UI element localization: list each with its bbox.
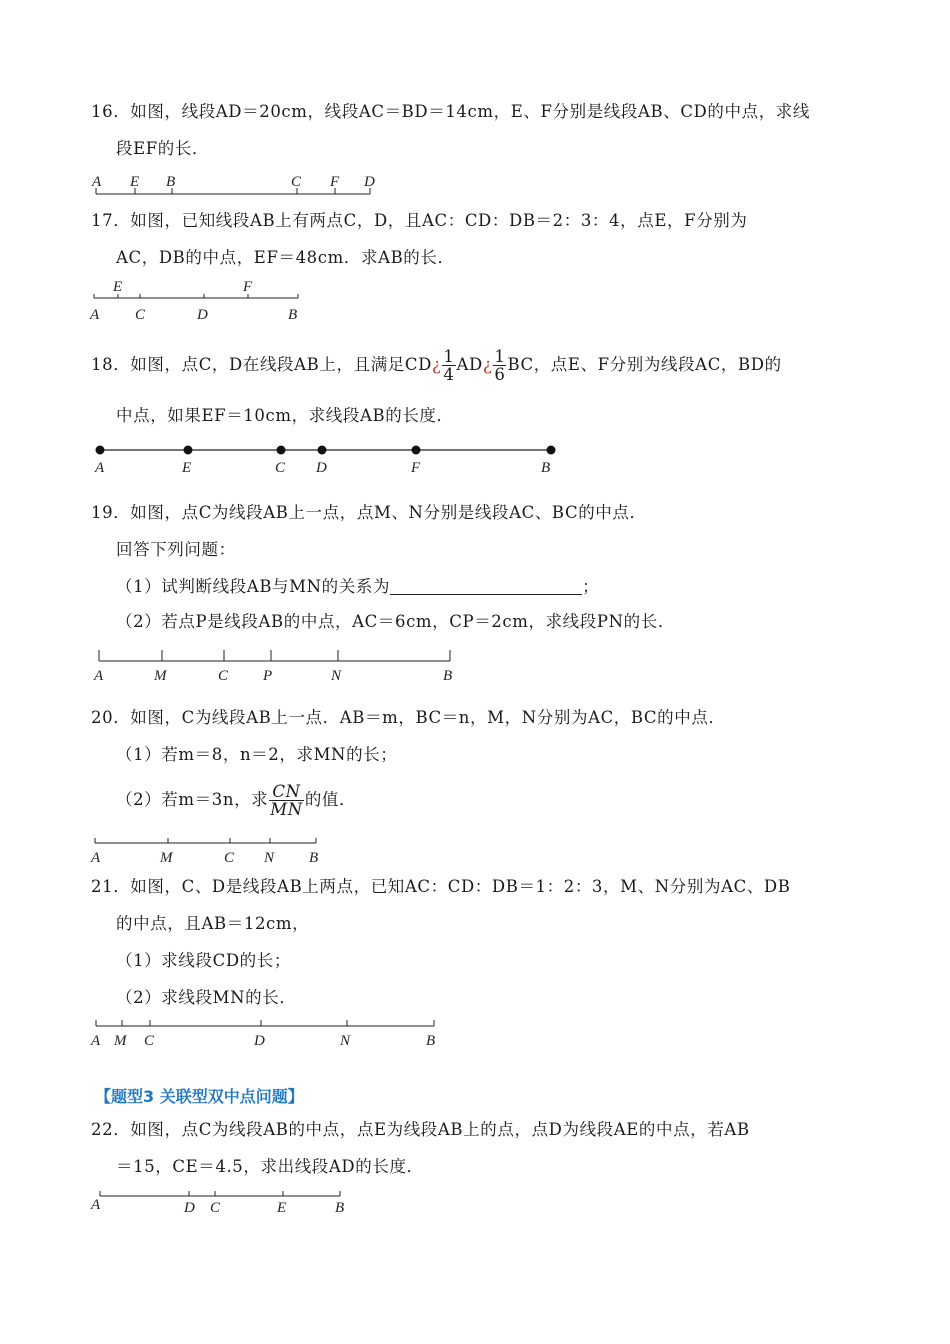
q19-figure (88, 645, 468, 685)
q17-label-f: F (243, 279, 253, 295)
section-heading: 【题型3 关联型双中点问题】 (95, 1087, 304, 1106)
q18-label-f: F (411, 460, 421, 476)
q18-text-c: BC，点E、F分别为线段AC，BD的 (507, 355, 782, 374)
q19-line2: 回答下列问题： (116, 540, 236, 559)
q20-frac-num: CN (269, 783, 304, 801)
q18-label-e: E (182, 460, 192, 476)
q17-figure (88, 278, 308, 324)
q18-glyph1: ¿ (431, 355, 442, 374)
q18-frac2-num: 1 (494, 347, 506, 366)
q22-line1: 22．如图，点C为线段AB的中点，点E为线段AB上的点，点D为线段AE的中点，若AB (91, 1120, 750, 1139)
q22-label-c: C (210, 1200, 221, 1216)
q16-line1: 16．如图，线段AD＝20cm，线段AC＝BD＝14cm，E、F分别是线段AB、CD的中点，求线 (91, 102, 810, 121)
q20-label-m: M (160, 850, 173, 866)
q21-sub2: （2）求线段MN的长． (116, 988, 297, 1007)
q20-sub1: （1）若m＝8，n＝2，求MN的长； (116, 745, 398, 764)
q21-label-d: D (254, 1033, 265, 1049)
q21-label-a: A (91, 1033, 101, 1049)
q18-line1 (91, 345, 782, 385)
q18-label-b: B (541, 460, 551, 476)
q20-figure (88, 835, 328, 867)
q20-line1: 20．如图，C为线段AB上一点．AB＝m，BC＝n，M，N分别为AC，BC的中点． (91, 708, 726, 727)
q21-line2: 的中点，且AB＝12cm， (116, 914, 310, 933)
q19-label-p: P (263, 668, 273, 684)
q21-line1: 21．如图，C、D是线段AB上两点，已知AC：CD：DB＝1：2：3，M、N分别为AC、DB (91, 877, 791, 896)
q19-label-c: C (218, 668, 229, 684)
q17-line2: AC，DB的中点，EF＝48cm．求AB的长． (116, 248, 455, 267)
q16-line2: 段EF的长． (116, 139, 210, 158)
q17-label-c: C (135, 307, 146, 323)
q18-label-a: A (95, 460, 105, 476)
q18-text-b: AD (456, 355, 483, 374)
q19-label-a: A (94, 668, 104, 684)
q18-text-a: 18．如图，点C，D在线段AB上，且满足CD (91, 355, 432, 374)
q18-frac1-num: 1 (443, 347, 455, 366)
q21-label-m: M (114, 1033, 127, 1049)
q21-label-b: B (426, 1033, 436, 1049)
q21-label-c: C (144, 1033, 155, 1049)
q18-line2: 中点，如果EF＝10cm，求线段AB的长度． (116, 406, 454, 425)
q22-figure (88, 1188, 358, 1222)
q19-label-m: M (154, 668, 167, 684)
q17-label-b: B (288, 307, 298, 323)
q19-sub1 (116, 576, 599, 598)
q18-fraction-1 (442, 348, 455, 383)
q19-label-b: B (443, 668, 453, 684)
q20-sub2 (116, 780, 356, 820)
q19-label-n: N (331, 668, 342, 684)
q20-sub2-end: 的值． (304, 790, 357, 809)
q17-line1: 17．如图，已知线段AB上有两点C，D，且AC：CD：DB＝2：3：4，点E，F分别为 (91, 211, 748, 230)
q20-label-a: A (91, 850, 101, 866)
q20-label-b: B (309, 850, 319, 866)
q20-fraction (269, 783, 304, 818)
q16-figure (88, 168, 388, 200)
q22-line2: ＝15，CE＝4.5，求出线段AD的长度． (116, 1157, 424, 1176)
q20-sub2-text: （2）若m＝3n，求 (116, 790, 269, 809)
q18-label-c: C (275, 460, 286, 476)
q18-label-d: D (316, 460, 327, 476)
q22-label-a: A (91, 1197, 101, 1213)
q16-label-a: A (92, 174, 102, 190)
q17-label-e: E (113, 279, 123, 295)
q19-sub2: （2）若点P是线段AB的中点，AC＝6cm，CP＝2cm，求线段PN的长． (116, 612, 675, 631)
q21-label-n: N (340, 1033, 351, 1049)
q21-sub1: （1）求线段CD的长； (116, 951, 291, 970)
q16-label-f: F (330, 174, 340, 190)
q21-figure (88, 1017, 448, 1051)
q18-figure (88, 440, 568, 478)
q18-frac2-den: 6 (494, 365, 506, 384)
q19-sub1-text: （1）试判断线段AB与MN的关系为 (116, 577, 391, 596)
q20-label-n: N (264, 850, 275, 866)
q22-label-d: D (184, 1200, 195, 1216)
q19-sub1-end: ； (582, 577, 600, 596)
q18-fraction-2 (493, 348, 506, 383)
q18-frac1-den: 4 (443, 365, 455, 384)
q22-label-e: E (277, 1200, 287, 1216)
q17-label-d: D (197, 307, 208, 323)
q16-label-b: B (166, 174, 176, 190)
q18-glyph2: ¿ (482, 355, 493, 374)
answer-blank[interactable] (390, 578, 582, 595)
q20-frac-den: MN (270, 800, 303, 819)
q16-label-c: C (291, 174, 302, 190)
q17-label-a: A (90, 307, 100, 323)
q22-label-b: B (335, 1200, 345, 1216)
q19-line1: 19．如图，点C为线段AB上一点，点M、N分别是线段AC、BC的中点． (91, 503, 647, 522)
q16-label-d: D (364, 174, 375, 190)
q16-label-e: E (130, 174, 140, 190)
q20-label-c: C (224, 850, 235, 866)
